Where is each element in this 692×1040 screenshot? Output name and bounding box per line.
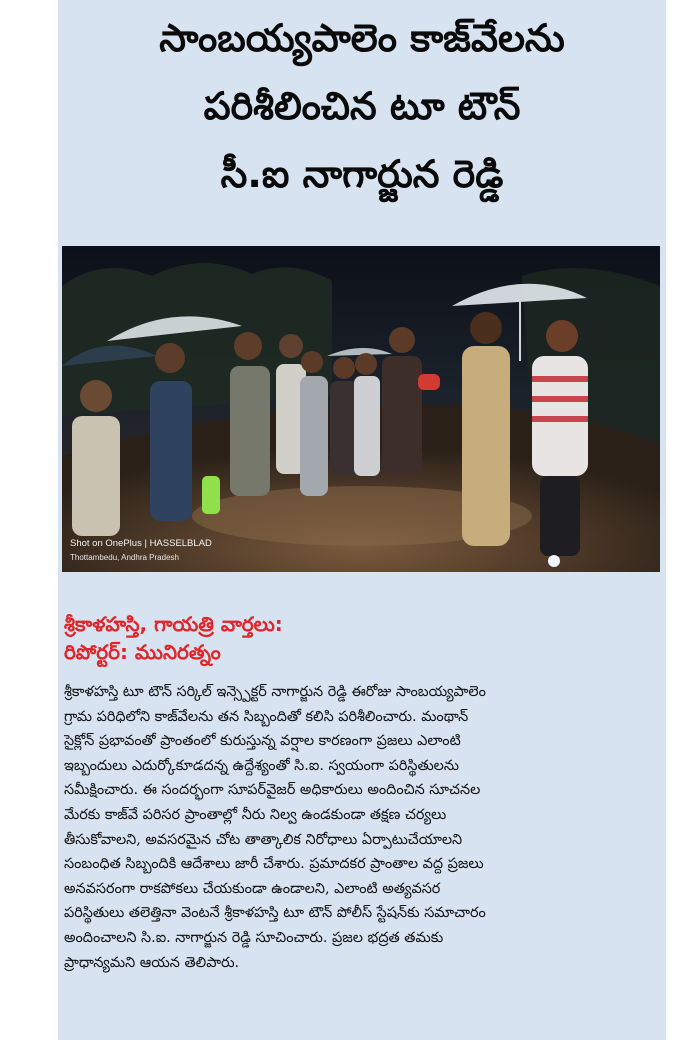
photo-watermark-location: Thottambedu, Andhra Pradesh: [70, 553, 179, 562]
headline-line-2: పరిశీలించిన టూ టౌన్: [203, 84, 521, 128]
body-line: ఇబ్బందులు ఎదుర్కోకూడదన్న ఉద్దేశ్యంతో సి.ఐ. స్వయంగా పరిస్థితులను: [64, 757, 459, 774]
headline-line-1: సాంబయ్యపాలెం కాజ్‌వేలను: [159, 16, 565, 60]
body-line: సమీక్షించారు. ఈ సందర్భంగా సూపర్‌వైజర్ అధికారులు అందించిన సూచనల: [64, 782, 481, 799]
body-line: సంబంధిత సిబ్బందికి ఆదేశాలు జారీ చేశారు. ప్రమాదకర ప్రాంతాల వద్ద ప్రజలు: [64, 856, 484, 873]
photo-watermark-brand: Shot on OnePlus | HASSELBLAD: [70, 538, 212, 549]
body-line: గ్రామ పరిధిలోని కాజ్‌వేలను తన సిబ్బందితో కలిసి పరిశీలించారు. మంథాన్: [64, 708, 469, 725]
news-clipping: [58, 0, 666, 1040]
body-line: ప్రాధాన్యమని ఆయన తెలిపారు.: [64, 954, 240, 971]
body-line: పరిస్థితులు తలెత్తినా వెంటనే శ్రీకాళహస్తి టూ టౌన్ పోలీస్ స్టేషన్‌కు సమాచారం: [64, 905, 486, 922]
body-line: అందించాలని సి.ఐ. నాగార్జున రెడ్డి సూచించారు. ప్రజల భద్రత తమకు: [64, 929, 444, 946]
body-line: శ్రీకాళహస్తి టూ టౌన్ సర్కిల్ ఇన్స్పెక్టర్ నాగార్జున రెడ్డి ఈరోజు సాంబయ్యపాలెం: [64, 684, 486, 700]
article-body: [64, 680, 660, 975]
body-line: మేరకు కాజ్‌వే పరిసర ప్రాంతాల్లో నీరు నిల్వ ఉండకుండా తక్షణ చర్యలు: [64, 806, 447, 823]
headline-line-3: సీ.ఐ నాగార్జున రెడ్డి: [220, 152, 504, 196]
news-photo: [62, 246, 660, 572]
body-line: సైక్లోన్ ప్రభావంతో ప్రాంతంలో కురుస్తున్న వర్షాల కారణంగా ప్రజలు ఎలాంటి: [64, 733, 461, 750]
byline: [64, 610, 660, 666]
dateline: శ్రీకాళహస్తి, గాయత్రి వార్తలు:: [64, 612, 283, 636]
headline: [58, 4, 666, 208]
body-line: తీసుకోవాలని, అవసరమైన చోట తాత్కాలిక నిరోధాలు ఏర్పాటుచేయాలని: [64, 831, 463, 848]
reporter-credit: రిపోర్టర్: మునిరత్నం: [64, 640, 221, 664]
body-line: అనవసరంగా రాకపోకలు చేయకుండా ఉండాలని, ఎలాంటి అత్యవసర: [64, 880, 441, 897]
